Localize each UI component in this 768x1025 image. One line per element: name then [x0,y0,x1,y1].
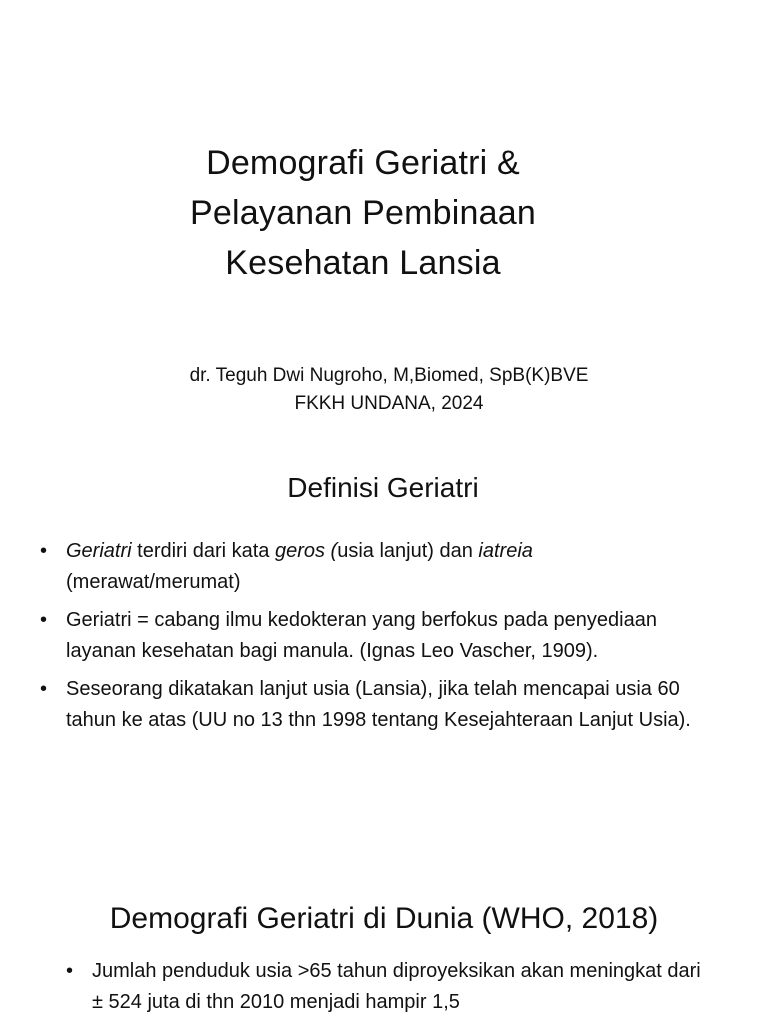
bullet-text-segment: Geriatri = cabang ilmu kedokteran yang berfokus pada penyediaan layanan kesehatan bagi manula. (Ignas Leo Vascher, 1909). [66,609,657,662]
bullet-text-segment: iatreia [478,540,533,562]
demography-bullet-item [66,956,706,1018]
bullet-text-segment: geros ( [274,540,338,562]
title-line-1: Demografi Geriatri & [206,144,520,182]
title-line-3: Kesehatan Lansia [225,244,501,282]
definition-bullet-item [40,536,700,598]
bullet-marker: • [66,960,74,982]
definition-bullet-item [40,605,700,667]
author-name: dr. Teguh Dwi Nugroho, M,Biomed, SpB(K)BVE [189,365,589,386]
title-line-2: Pelayanan Pembinaan [190,194,536,232]
bullet-text-segment: (merawat/merumat) [66,571,241,593]
bullet-text-segment: Seseorang dikatakan lanjut usia (Lansia), jika telah mencapai usia 60 tahun ke atas (UU no 13 thn 1998 tentang Kesejahteraan Lanjut Usia). [66,678,691,731]
bullet-marker: • [40,609,48,631]
definition-bullet-list [40,536,700,743]
demography-bullet-list [66,956,706,1025]
definition-heading: Definisi Geriatri [287,472,479,503]
demography-heading: Demografi Geriatri di Dunia (WHO, 2018) [109,902,659,935]
presentation-title [0,138,726,288]
bullet-text-segment: terdiri dari kata [131,540,275,562]
bullet-marker: • [40,678,48,700]
bullet-text-segment: Geriatri [66,540,132,562]
presentation-subtitle [0,362,768,418]
affiliation: FKKH UNDANA, 2024 [294,393,484,414]
bullet-text: Jumlah penduduk usia >65 tahun diproyeksikan akan meningkat dari ± 524 juta di thn 2010 menjadi hampir 1,5 [92,960,701,1013]
bullet-text-segment: usia lanjut) dan [337,540,479,562]
definition-bullet-item [40,674,700,736]
bullet-marker: • [40,540,48,562]
